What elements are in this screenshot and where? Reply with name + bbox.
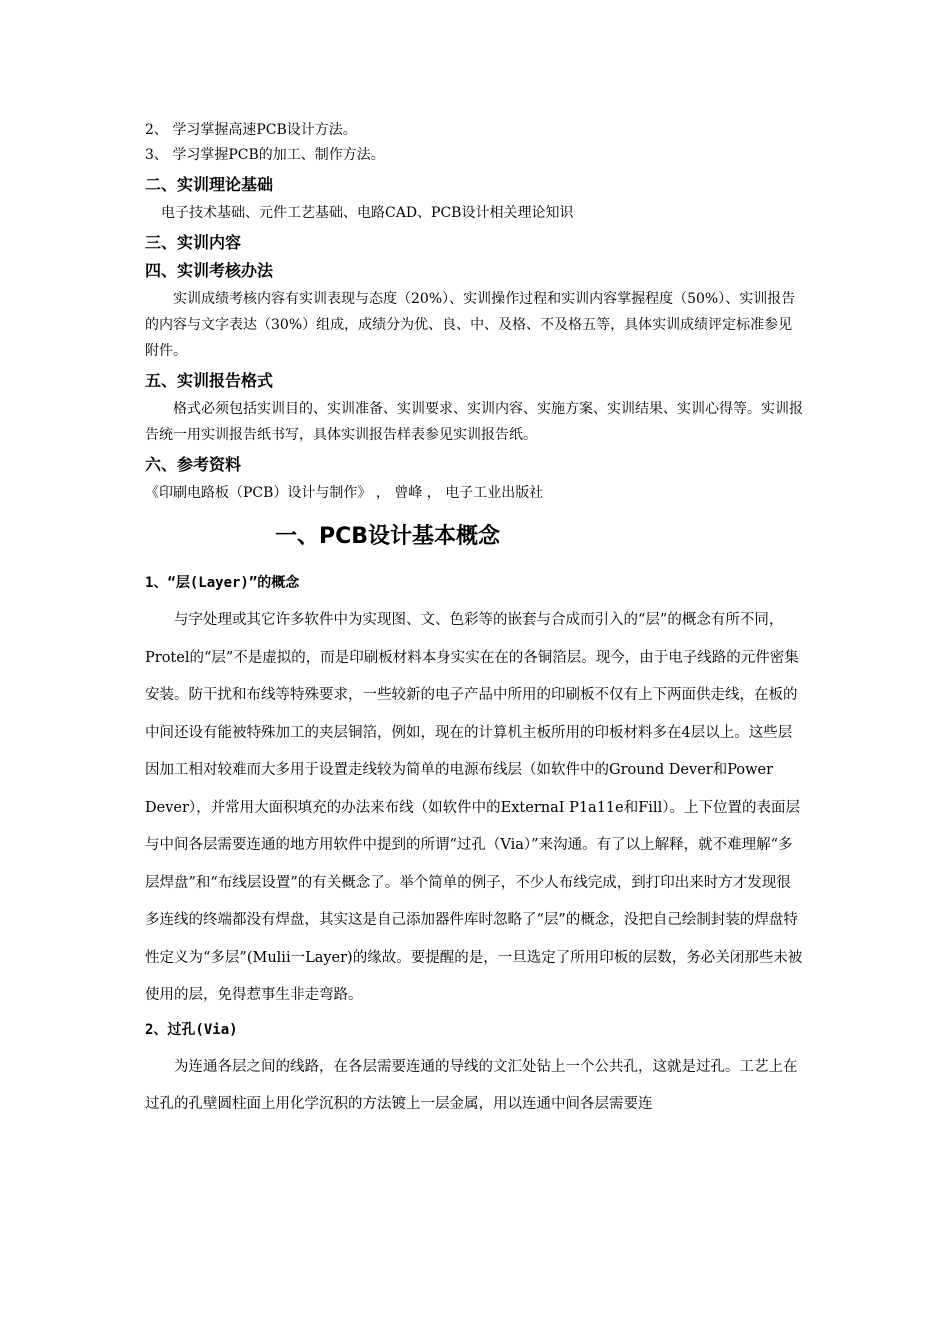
reference-entry: 《印刷电路板（PCB）设计与制作》 ， 曾峰 ， 电子工业出版社 bbox=[145, 485, 544, 501]
subsection-text-layer: 与字处理或其它许多软件中为实现图、文、色彩等的嵌套与合成而引入的“层”的概念有所不同，Protel的“层”不是虚拟的，而是印刷板材料本身实实在在的各铜箔层。现今，由于电子线路的元件密集安装。防干扰和布线等特殊要求，一些较新的电子产品中所用的印刷板不仅有上下两面供走线，在板的中间还设有能被特殊加工的夹层铜箔，例如，现在的计算机主板所用的印板材料多在4层以上。这些层因加工相对较难而大多用于设置走线较为简单的电源布线层（如软件中的Ground Dever和Power Dever），并常用大面积填充的办法来布线（如软件中的ExternaI P1a11e和Fill）。上下位置的表面层与中间各层需要连通的地方用软件中提到的所谓“过孔（Via）”来沟通。有了以上解释，就不难理解“多层焊盘”和“布线层设置”的有关概念了。举个简单的例子，不少人布线完成，到打印出来时方才发现很多连线的终端都没有焊盘，其实这是自己添加器件库时忽略了“层”的概念，没把自己绘制封装的焊盘特性定义为“多层”(Mulii一Layer)的缘故。要提醒的是，一旦选定了所用印板的层数，务必关闭那些未被使用的层，免得惹事生非走弯路。 bbox=[145, 612, 803, 1003]
section-heading-theory: 二、实训理论基础 bbox=[145, 175, 274, 194]
section-heading-assessment: 四、实训考核办法 bbox=[145, 261, 274, 280]
document-page bbox=[145, 118, 805, 1124]
subsection-heading-via: 2、过孔(Via) bbox=[145, 1021, 238, 1038]
section-text-report-format: 格式必须包括实训目的、实训准备、实训要求、实训内容、实施方案、实训结果、实训心得等。实训报告统一用实训报告纸书写，具体实训报告样表参见实训报告纸。 bbox=[145, 401, 803, 443]
intro-item-3: 3、 学习掌握PCB的加工、制作方法。 bbox=[145, 147, 385, 163]
section-text-assessment: 实训成绩考核内容有实训表现与态度（20%）、实训操作过程和实训内容掌握程度（50%）、实训报告的内容与文字表达（30%）组成，成绩分为优、良、中、及格、不及格五等，具体实训成绩评定标准参见附件。 bbox=[145, 291, 796, 359]
section-heading-content: 三、实训内容 bbox=[145, 233, 242, 252]
section-heading-report-format: 五、实训报告格式 bbox=[145, 371, 274, 390]
subsection-text-via: 为连通各层之间的线路，在各层需要连通的导线的文汇处钻上一个公共孔，这就是过孔。工艺上在过孔的孔壁圆柱面上用化学沉积的方法镀上一层金属，用以连通中间各层需要连 bbox=[145, 1058, 798, 1112]
intro-item-2: 2、 学习掌握高速PCB设计方法。 bbox=[145, 122, 357, 138]
section-heading-references: 六、参考资料 bbox=[145, 455, 242, 474]
section-text-theory: 电子技术基础、元件工艺基础、电路CAD、PCB设计相关理论知识 bbox=[161, 205, 574, 221]
chapter-title: 一、PCB设计基本概念 bbox=[275, 524, 501, 549]
subsection-heading-layer: 1、“层(Layer)”的概念 bbox=[145, 575, 300, 591]
